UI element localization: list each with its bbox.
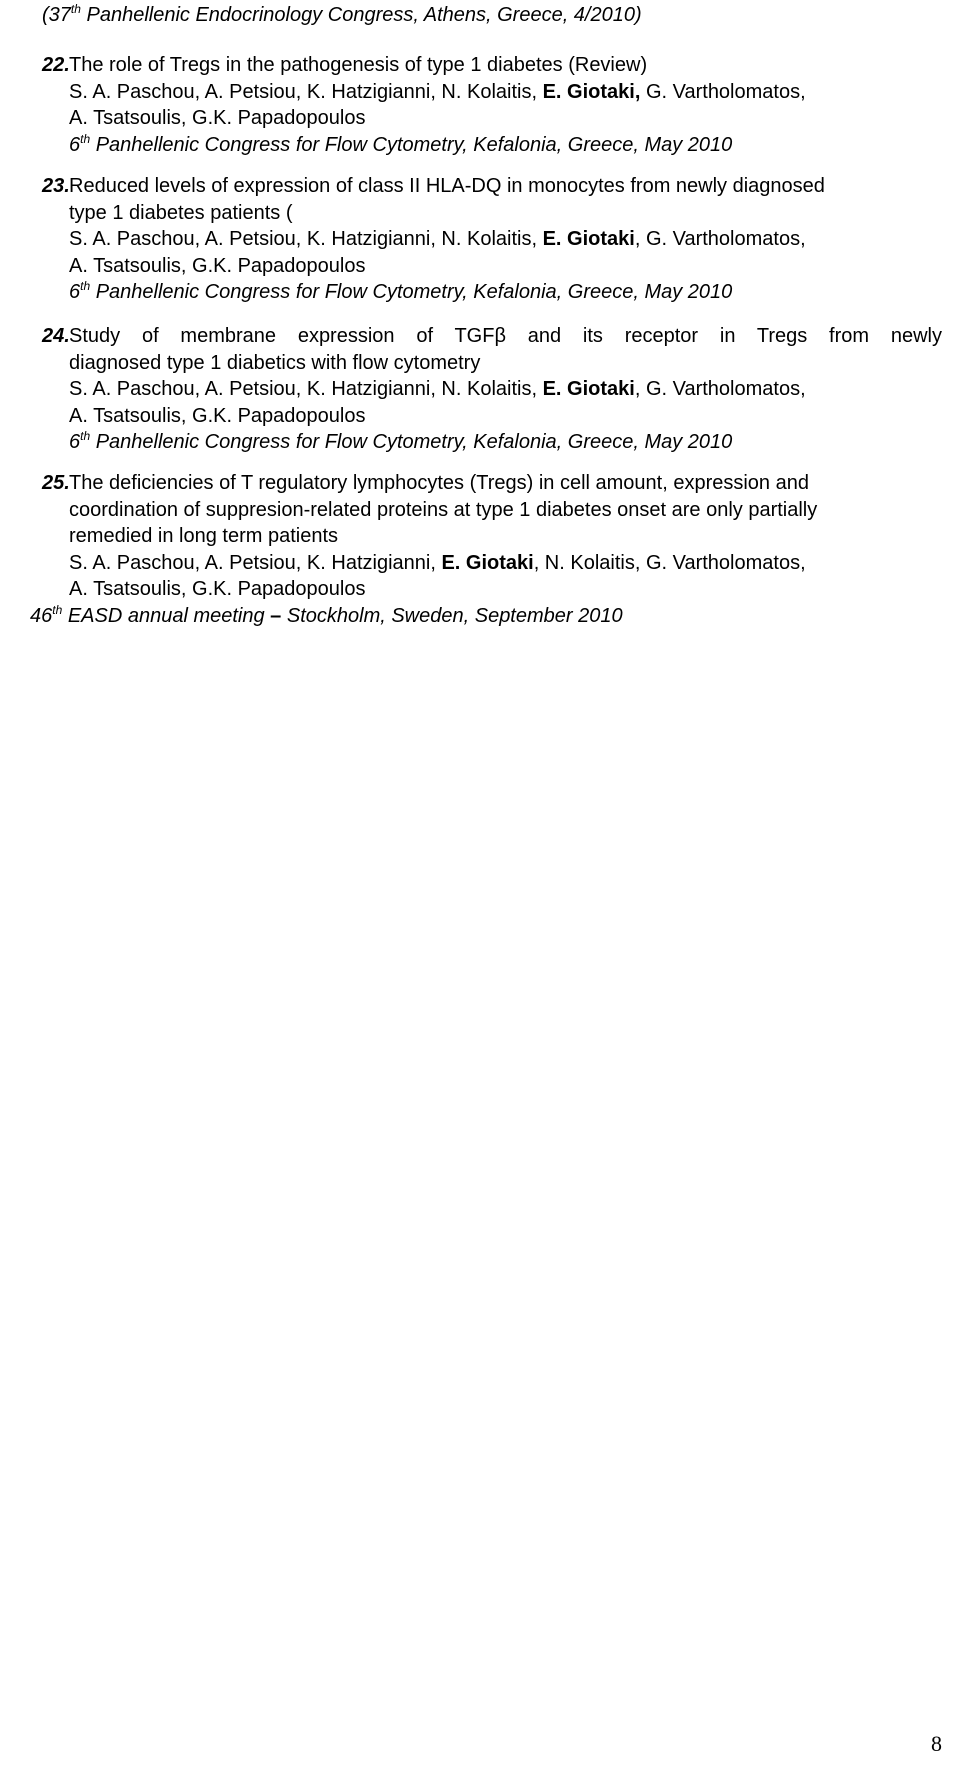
entry-authors-continued: A. Tsatsoulis, G.K. Papadopoulos <box>69 578 366 600</box>
entry-number: 25. <box>42 472 70 494</box>
entry-title: The deficiencies of T regulatory lymphocytes (Tregs) in cell amount, expression and <box>69 472 809 494</box>
entry-authors-continued: A. Tsatsoulis, G.K. Papadopoulos <box>69 254 366 277</box>
authors-part: S. A. Paschou, A. Petsiou, K. Hatzigianni, <box>69 551 442 574</box>
entry-authors <box>69 376 942 403</box>
entry-title: Reduced levels of expression of class II HLA-DQ in monocytes from newly diagnosed <box>69 175 825 197</box>
entry-venue <box>30 603 942 630</box>
publication-entry-24 <box>42 323 942 456</box>
page-number: 8 <box>931 1731 942 1756</box>
venue-text: Panhellenic Endocrinology Congress, Athens, Greece, 4/2010) <box>80 4 642 26</box>
venue-ordinal-suffix: th <box>70 2 81 16</box>
highlighted-author: E. Giotaki <box>542 378 635 400</box>
entry-title-continued: coordination of suppresion-related proteins at type 1 diabetes onset are only partially <box>69 498 818 521</box>
entry-number: 24. <box>42 325 70 347</box>
authors-part: , G. Vartholomatos, <box>634 228 806 250</box>
venue-ordinal: 37 <box>48 4 71 26</box>
authors-part: S. A. Paschou, A. Petsiou, K. Hatzigianni, N. Kolaitis, <box>69 228 543 250</box>
entry-title: Study of membrane expression of TGFβ and its receptor in Tregs from newly <box>69 325 942 347</box>
venue-text: Stockholm, Sweden, September 2010 <box>281 604 623 627</box>
venue-dash: – <box>270 604 282 627</box>
open-paren: ( <box>42 4 49 26</box>
venue-text: Panhellenic Congress for Flow Cytometry, Kefalonia, Greece, May 2010 <box>90 281 733 303</box>
venue-ordinal-suffix: th <box>80 131 91 146</box>
entry-venue <box>69 132 942 159</box>
venue-ordinal: 6 <box>69 281 81 303</box>
previous-entry-venue <box>42 2 642 29</box>
authors-part: S. A. Paschou, A. Petsiou, K. Hatzigianni, N. Kolaitis, <box>69 378 543 400</box>
entry-title: The role of Tregs in the pathogenesis of type 1 diabetes (Review) <box>69 54 648 76</box>
venue-ordinal: 6 <box>69 133 81 156</box>
venue-ordinal-suffix: th <box>80 279 91 293</box>
venue-text: Panhellenic Congress for Flow Cytometry, Kefalonia, Greece, May 2010 <box>90 133 733 156</box>
authors-part: G. Vartholomatos, <box>640 80 806 103</box>
highlighted-author: E. Giotaki, <box>542 80 641 103</box>
entry-authors-continued: A. Tsatsoulis, G.K. Papadopoulos <box>69 107 366 129</box>
venue-ordinal-suffix: th <box>80 429 91 443</box>
entry-title-continued: remedied in long term patients <box>69 525 339 547</box>
entry-title-continued: diagnosed type 1 diabetics with flow cytometry <box>69 351 481 374</box>
entry-authors <box>69 550 942 577</box>
entry-authors-continued: A. Tsatsoulis, G.K. Papadopoulos <box>69 404 366 427</box>
authors-part: , G. Vartholomatos, <box>634 378 806 400</box>
publication-entry-23 <box>42 173 942 306</box>
entry-authors <box>69 226 942 253</box>
entry-number: 23. <box>42 175 70 197</box>
publication-entry-25 <box>30 470 942 629</box>
entry-venue <box>69 429 942 456</box>
highlighted-author: E. Giotaki <box>441 551 534 574</box>
authors-part: , N. Kolaitis, G. Vartholomatos, <box>533 551 806 574</box>
venue-ordinal: 6 <box>69 431 81 453</box>
publication-entry-22 <box>42 52 942 158</box>
venue-ordinal: 46 <box>30 604 53 627</box>
entry-number: 22. <box>42 54 70 76</box>
entry-venue <box>69 279 942 306</box>
entry-title-continued: type 1 diabetes patients ( <box>69 201 293 224</box>
venue-ordinal-suffix: th <box>52 602 63 617</box>
entry-authors <box>69 79 942 106</box>
highlighted-author: E. Giotaki <box>542 228 635 250</box>
venue-text: EASD annual meeting <box>62 604 271 627</box>
venue-text: Panhellenic Congress for Flow Cytometry, Kefalonia, Greece, May 2010 <box>90 431 733 453</box>
authors-part: S. A. Paschou, A. Petsiou, K. Hatzigianni, N. Kolaitis, <box>69 80 543 103</box>
